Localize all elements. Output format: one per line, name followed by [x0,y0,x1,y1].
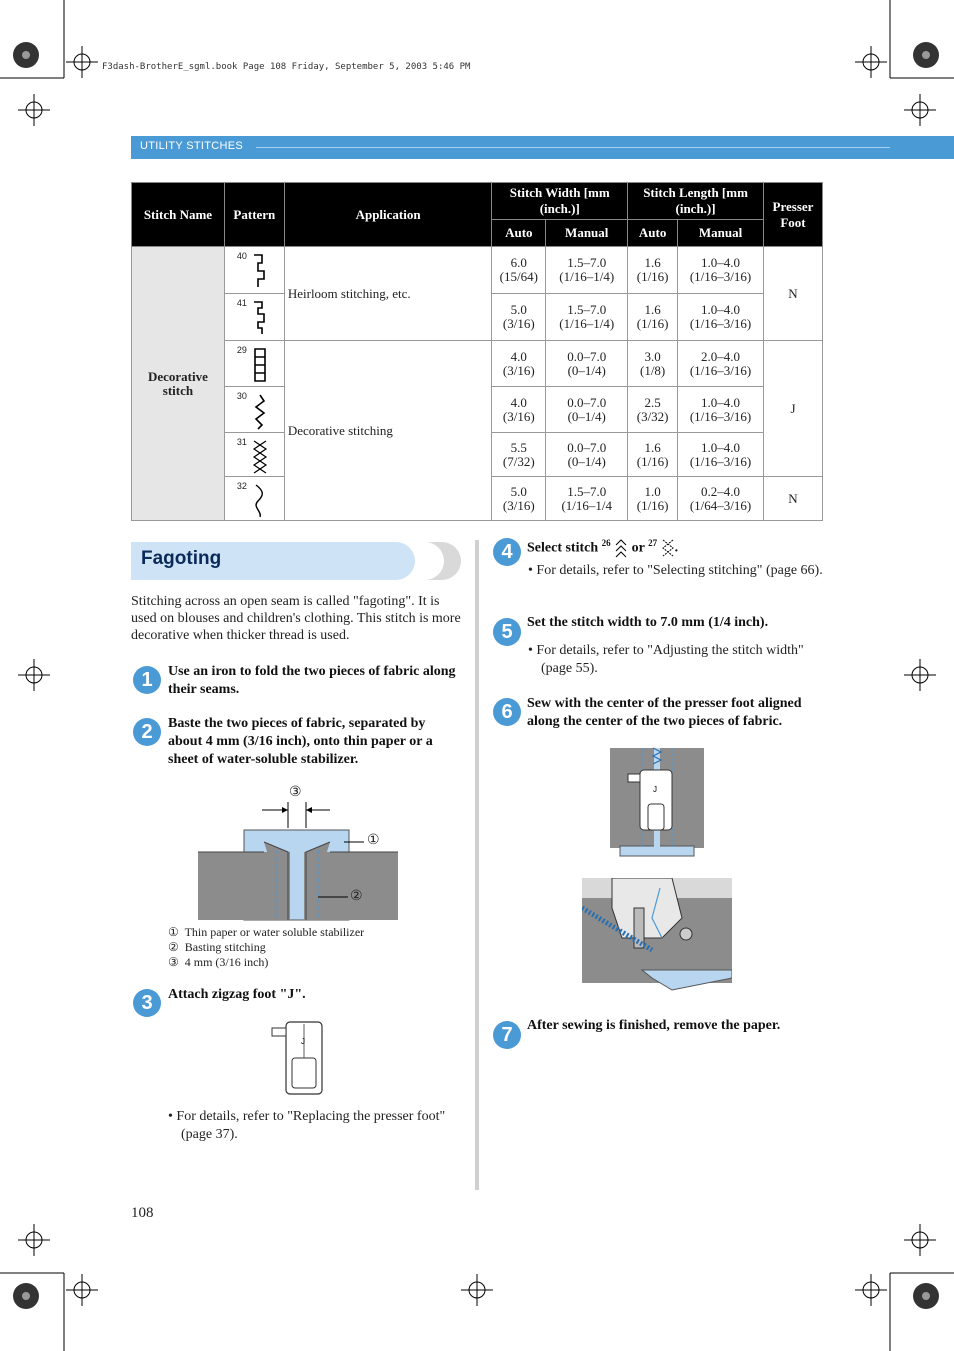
pattern-cell [224,433,284,477]
length-auto-cell: 3.0 (1/8) [628,341,678,387]
foot-letter: J [653,785,657,794]
step-3-number: 3 [133,989,161,1017]
legend-item: ② Basting stitching [168,940,266,954]
width-auto-cell: 6.0 (15/64) [492,247,546,294]
step-5-bullet: • For details, refer to "Adjusting the stitch width" (page 55). [528,643,804,676]
col-stitch-name: Stitch Name [132,183,225,247]
presser-foot-cell: N [763,247,822,341]
presser-foot-alignment-figure [608,746,706,858]
running-head-rule [256,147,890,148]
width-auto-cell: 4.0 (3/16) [492,387,546,433]
step-2-text: Baste the two pieces of fabric, separated by about 4 mm (3/16 inch), onto thin paper or a sheet of water-soluble stabilizer. [168,716,433,767]
col-application: Application [284,183,491,247]
width-manual-cell: 0.0–7.0 (0–1/4) [546,433,628,477]
length-manual-cell: 1.0–4.0 (1/16–3/16) [678,387,764,433]
application-cell: Decorative stitching [284,341,491,521]
step-7-number: 7 [493,1021,521,1049]
callout-2: ② [350,889,363,904]
intro-paragraph: Stitching across an open seam is called "fagoting". It is used on blouses and children's clothing. This stitch is more decorative when thicker thread is used. [131,594,461,643]
width-manual-cell: 0.0–7.0 (0–1/4) [546,341,628,387]
step-7-text: After sewing is finished, remove the paper. [527,1018,781,1033]
pattern-number: 40 [236,251,247,261]
length-manual-cell: 1.0–4.0 (1/16–3/16) [678,294,764,341]
width-auto-cell: 4.0 (3/16) [492,341,546,387]
step-6-number: 6 [493,698,521,726]
step-4-number: 4 [493,538,521,566]
fagoting-cross-section-figure [196,784,400,922]
legend-item: ① Thin paper or water soluble stabilizer [168,925,365,939]
col-stitch-length: Stitch Length [mm (inch.)] [628,183,764,220]
presser-foot-cell: N [763,477,822,521]
pattern-cell [224,341,284,387]
length-auto-cell: 1.6 (1/16) [628,247,678,294]
print-header: F3dash-BrotherE_sgml.book Page 108 Friday, September 5, 2003 5:46 PM [102,62,471,72]
length-manual-cell: 1.0–4.0 (1/16–3/16) [678,247,764,294]
sewing-machine-figure [582,878,732,993]
stitch-table [131,182,823,521]
pattern-cell [224,247,284,294]
page-number: 108 [131,1205,154,1221]
stitch-30-icon [252,391,268,431]
length-manual-cell: 0.2–4.0 (1/64–3/16) [678,477,764,521]
pattern-number: 29 [236,345,247,355]
step-1-text: Use an iron to fold the two pieces of fabric along their seams. [168,664,456,697]
col-length-auto: Auto [628,220,678,247]
length-auto-cell: 2.5 (3/32) [628,387,678,433]
step-4-bullet: • For details, refer to "Selecting stitching" (page 66). [528,563,823,578]
length-auto-cell: 1.0 (1/16) [628,477,678,521]
legend-item: ③ 4 mm (3/16 inch) [168,955,269,969]
stitch-26-icon [614,537,628,559]
table-row [132,341,823,387]
width-auto-cell: 5.0 (3/16) [492,294,546,341]
col-stitch-width: Stitch Width [mm (inch.)] [492,183,628,220]
presser-foot-cell: J [763,341,822,477]
stitch-31-icon [252,437,268,475]
col-width-manual: Manual [546,220,628,247]
pattern-number: 32 [236,481,247,491]
width-manual-cell: 1.5–7.0 (1/16–1/4 [546,477,628,521]
width-manual-cell: 1.5–7.0 (1/16–1/4) [546,294,628,341]
pattern-number: 41 [236,298,247,308]
stitch-29-icon [252,345,268,385]
pattern-cell [224,294,284,341]
col-presser-foot: Presser Foot [763,183,822,247]
foot-letter: J [301,1037,305,1046]
pattern-number: 31 [236,437,247,447]
pattern-number: 30 [236,391,247,401]
width-manual-cell: 0.0–7.0 (0–1/4) [546,387,628,433]
step-4-text: Select stitch $^{26}$ or $^{27}$ . [527,534,827,559]
step-3-text: Attach zigzag foot "J". [168,987,306,1002]
step-3-bullet: • For details, refer to "Replacing the presser foot" (page 37). [168,1109,446,1142]
col-pattern: Pattern [224,183,284,247]
stitch-32-icon [252,481,268,519]
col-width-auto: Auto [492,220,546,247]
length-auto-cell: 1.6 (1/16) [628,294,678,341]
step-2-number: 2 [133,718,161,746]
pattern-cell [224,387,284,433]
section-title: Fagoting [141,548,222,569]
running-head: UTILITY STITCHES [140,140,243,152]
step-6-text: Sew with the center of the presser foot aligned along the center of the two pieces of fabric. [527,696,802,729]
table-row [132,247,823,294]
length-manual-cell: 1.0–4.0 (1/16–3/16) [678,433,764,477]
section-heading [131,542,461,580]
zigzag-foot-j-icon [268,1018,328,1096]
column-divider [475,540,479,1190]
stitch-41-icon [252,298,268,338]
stitch-group-name: Decorative stitch [132,247,225,521]
callout-1: ① [367,833,380,848]
width-auto-cell: 5.5 (7/32) [492,433,546,477]
step-5-text: Set the stitch width to 7.0 mm (1/4 inch). [527,615,769,630]
col-length-manual: Manual [678,220,764,247]
step-5-number: 5 [493,618,521,646]
application-cell: Heirloom stitching, etc. [284,247,491,341]
length-manual-cell: 2.0–4.0 (1/16–3/16) [678,341,764,387]
step-1-number: 1 [133,666,161,694]
callout-3: ③ [289,785,302,800]
stitch-27-icon [661,537,675,559]
width-auto-cell: 5.0 (3/16) [492,477,546,521]
length-auto-cell: 1.6 (1/16) [628,433,678,477]
pattern-cell [224,477,284,521]
width-manual-cell: 1.5–7.0 (1/16–1/4) [546,247,628,294]
stitch-40-icon [252,251,268,291]
